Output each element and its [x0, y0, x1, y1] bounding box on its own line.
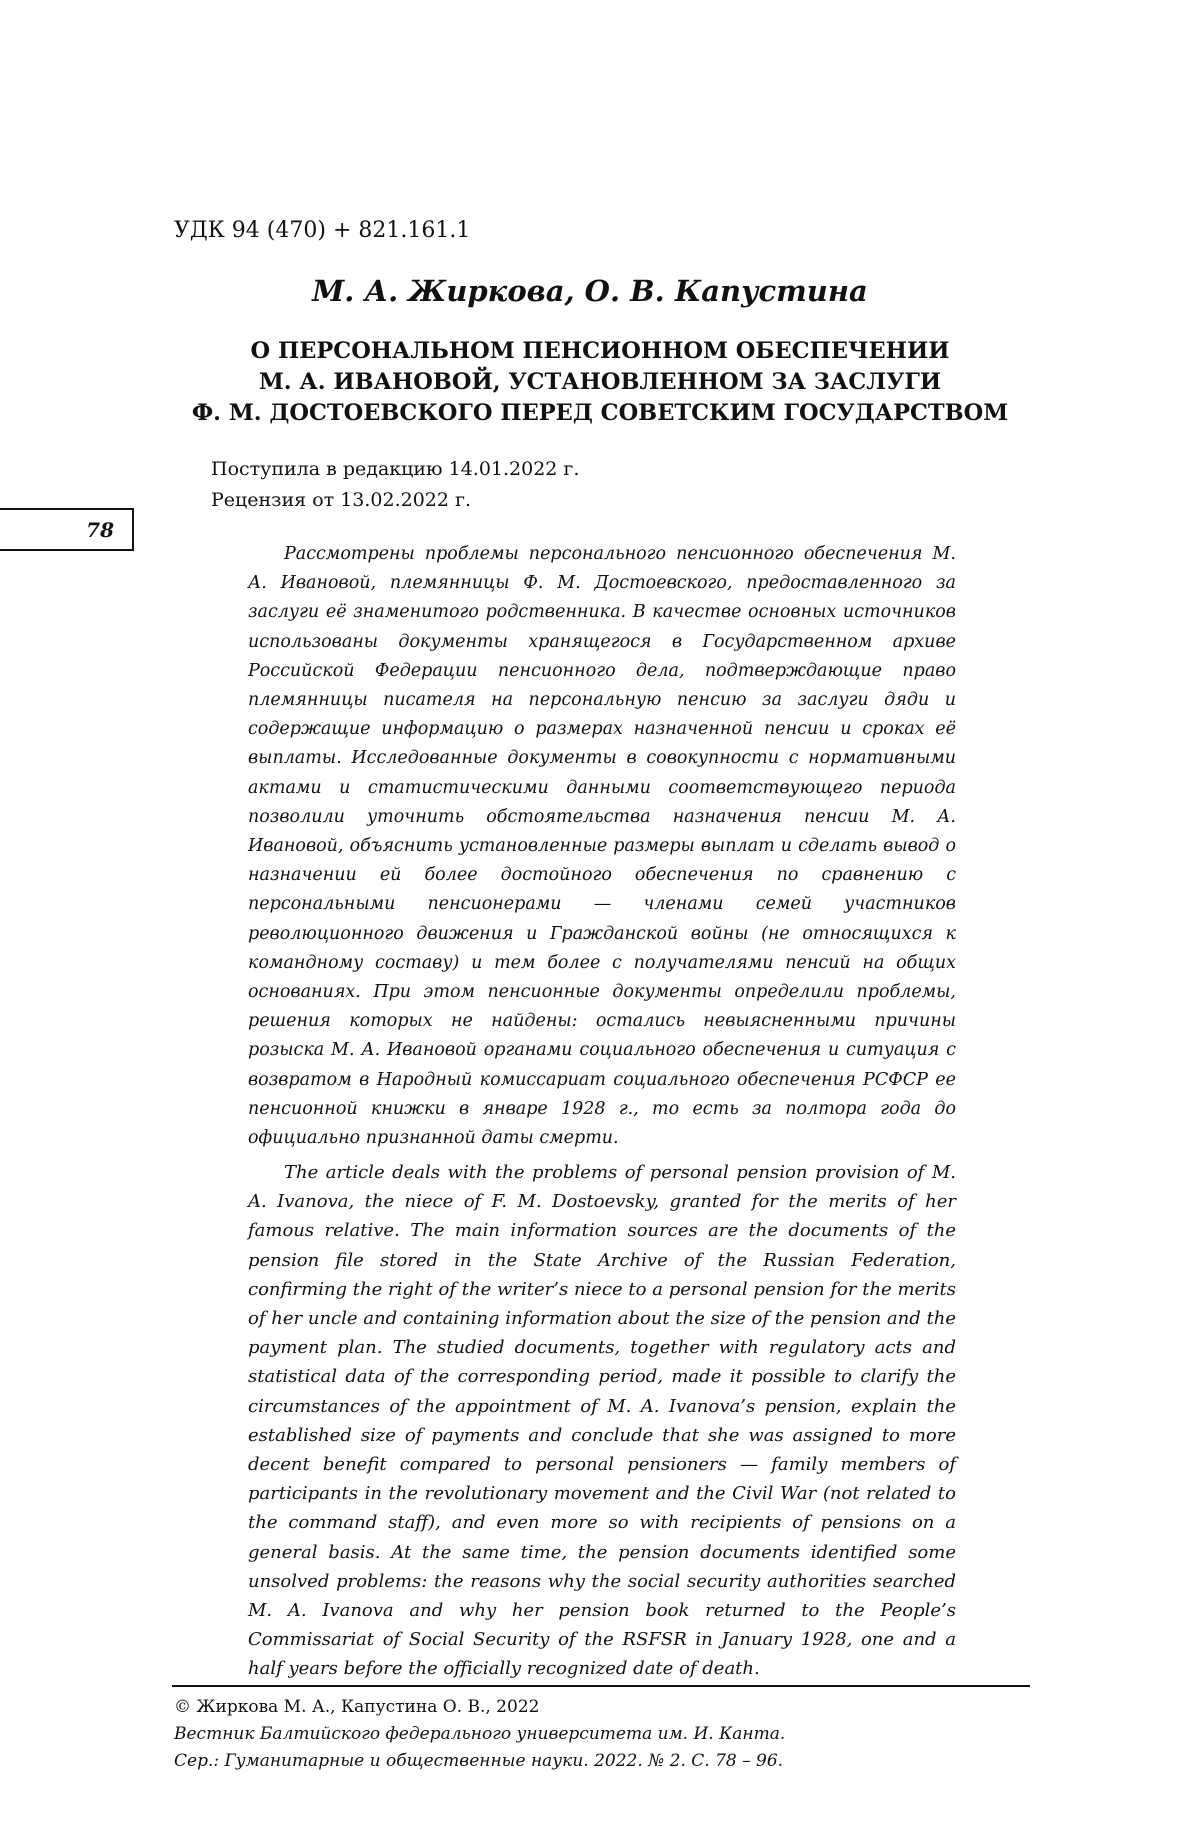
page-footer: [174, 1694, 785, 1775]
page-number: 78: [86, 518, 114, 542]
copyright-line: © Жиркова М. А., Капустина О. В., 2022: [174, 1697, 540, 1717]
udc-code: УДК 94 (470) + 821.161.1: [174, 218, 471, 243]
submission-dates: [211, 454, 579, 516]
abstract-russian: [248, 540, 956, 1153]
article-title: [150, 336, 1050, 429]
abstract-english: [248, 1158, 956, 1684]
article-authors: М. А. Жиркова, О. В. Капустина: [312, 274, 868, 308]
abstract-ru-text: Рассмотрены проблемы персонального пенсионного обеспечения М. А. Ивановой, племянницы Ф. М. Достоевского, предоставленного за заслуги её знаменитого родственника. В качестве основных источников использованы документы хранящегося в Государственном архиве Российской Федерации пенсионного дела, подтверждающие право племянницы писателя на персональную пенсию за заслуги дяди и содержащие информацию о размерах назначенной пенсии и сроках её выплаты. Исследованные документы в совокупности с нормативными актами и статистическими данными соответствующего периода позволили уточнить обстоятельства назначения пенсии М. А. Ивановой, объяснить установленные размеры выплат и сделать вывод о назначении ей более достойного обеспечения по сравнению с персональными пенсионерами — членами семей участников революционного движения и Гражданской войны (не относящихся к командному составу) и тем более с получателями пенсий на общих основаниях. При этом пенсионные документы определили проблемы, решения которых не найдены: остались невыясненными причины розыска М. А. Ивановой органами социального обеспечения и ситуация с возвратом в Народный комиссариат социального обеспечения РСФСР ее пенсионной книжки в январе 1928 г., то есть за полтора года до официально признанной даты смерти.: [248, 544, 956, 1149]
journal-series: Сер.: Гуманитарные и общественные науки. 2022. № 2. С. 78 – 96.: [174, 1751, 784, 1771]
abstract-en-text: The article deals with the problems of personal pension provision of M. A. Ivanova, the niece of F. M. Dostoevsky, granted for the merits of her famous relative. The main information sources are the documents of the pension file stored in the State Archive of the Russian Federation, confirming the right of the writer’s niece to a personal pension for the merits of her uncle and containing information about the size of the pension and the payment plan. The studied documents, together with regulatory acts and statistical data of the corresponding period, made it possible to clarify the circumstances of the appointment of M. A. Ivanova’s pension, explain the established size of payments and conclude that she was assigned to more decent benefit compared to personal pensioners — family members of participants in the revolutionary movement and the Civil War (not related to the command staff), and even more so with recipients of pensions on a general basis. At the same time, the pension documents identified some unsolved problems: the reasons why the social security authorities searched M. A. Ivanova and why her pension book returned to the People’s Commissariat of Social Security of the RSFSR in January 1928, one and a half years before the officially recognized date of death.: [248, 1162, 956, 1680]
title-line: О ПЕРСОНАЛЬНОМ ПЕНСИОННОМ ОБЕСПЕЧЕНИИ: [250, 338, 950, 364]
page-number-tab: [0, 508, 134, 551]
footer-divider: [172, 1685, 1030, 1687]
title-line: Ф. М. ДОСТОЕВСКОГО ПЕРЕД СОВЕТСКИМ ГОСУДАРСТВОМ: [191, 400, 1009, 426]
journal-name: Вестник Балтийского федерального университета им. И. Канта.: [174, 1724, 786, 1744]
title-line: М. А. ИВАНОВОЙ, УСТАНОВЛЕННОМ ЗА ЗАСЛУГИ: [258, 369, 942, 395]
review-date: Рецензия от 13.02.2022 г.: [211, 489, 472, 511]
received-date: Поступила в редакцию 14.01.2022 г.: [211, 458, 580, 480]
